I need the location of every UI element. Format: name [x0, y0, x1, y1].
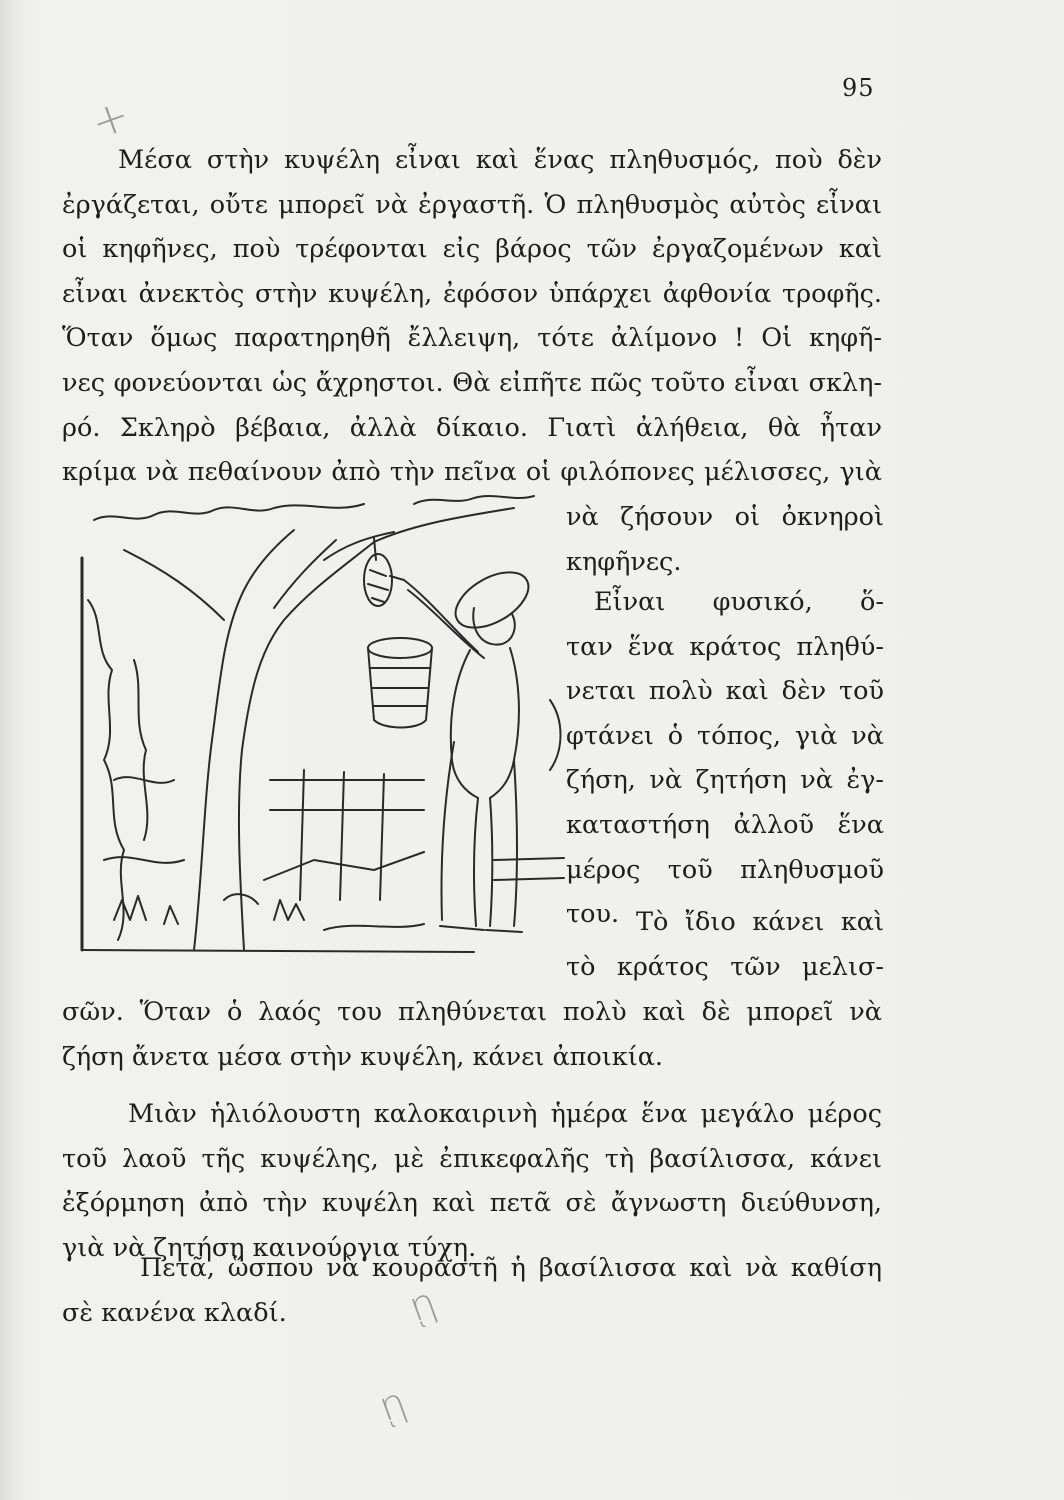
text-line: νεται πολὺ καὶ δὲν τοῦ — [566, 676, 884, 707]
text-line: Εἶναι φυσικό, ὅ- — [594, 587, 884, 617]
paragraph-5 — [62, 1246, 882, 1335]
pencil-mark-scribble: ῃ — [372, 1379, 413, 1431]
beekeeper-illustration — [74, 480, 566, 958]
pencil-mark-scribble: ῃ — [402, 1279, 443, 1331]
text-line: εἶναι ἀνεκτὸς στὴν κυψέλη, ἐφόσον ὑπάρχει ἀφθονία τροφῆς. — [62, 278, 882, 309]
text-line: ταν ἕνα κράτος πληθύ- — [566, 631, 884, 662]
text-line: γιὰ νὰ ζητήση καινούργια τύχη. — [62, 1232, 477, 1263]
text-line: φτάνει ὁ τόπος, γιὰ νὰ — [566, 720, 884, 751]
text-line: Τὸ ἴδιο κάνει καὶ — [636, 907, 884, 937]
paragraph-3-end — [62, 990, 882, 1079]
paragraph-4 — [62, 1092, 882, 1270]
text-line: ἐργάζεται, οὔτε μπορεῖ νὰ ἐργαστῆ. Ὁ πληθυσμὸς αὐτὸς εἶναι — [62, 189, 882, 220]
text-line: Ὅταν ὅμως παρατηρηθῆ ἔλλειψη, τότε ἀλίμονο ! Οἱ κηφῆ- — [62, 323, 882, 354]
text-line: ρό. Σκληρὸ βέβαια, ἀλλὰ δίκαιο. Γιατὶ ἀλήθεια, θὰ ἦταν — [62, 412, 882, 443]
text-line: κρίμα νὰ πεθαίνουν ἀπὸ τὴν πεῖνα οἱ φιλόπονες μέλισσες, γιὰ — [62, 457, 882, 488]
page-number: 95 — [842, 74, 875, 102]
text-line: ἐξόρμηση ἀπὸ τὴν κυψέλη καὶ πετᾶ σὲ ἄγνωστη διεύθυνση, — [62, 1188, 882, 1219]
text-line: σὲ κανένα κλαδί. — [62, 1297, 287, 1328]
paragraph-1 — [62, 138, 882, 495]
text-line: σῶν. Ὅταν ὁ λαός του πληθύνεται πολὺ καὶ δὲ μπορεῖ νὰ — [62, 997, 882, 1027]
paragraph-1-tail — [566, 495, 884, 584]
text-line: του. — [566, 899, 620, 930]
text-line: τὸ κράτος τῶν μελισ- — [566, 951, 884, 982]
text-line: νες φονεύονται ὡς ἄχρηστοι. Θὰ εἰπῆτε πῶς τοῦτο εἶναι σκλη- — [62, 367, 882, 398]
text-line: καταστήση ἀλλοῦ ἕνα — [566, 809, 884, 840]
paragraph-3-start — [566, 900, 884, 989]
text-line: ζήση, νὰ ζητήση νὰ ἐγ- — [566, 765, 884, 796]
text-line: μέρος τοῦ πληθυσμοῦ — [566, 854, 884, 885]
text-line: κηφῆνες. — [566, 546, 682, 577]
text-line: τοῦ λαοῦ τῆς κυψέλης, μὲ ἐπικεφαλῆς τὴ βασίλισσα, κάνει — [62, 1143, 882, 1174]
text-line: Μέσα στὴν κυψέλη εἶναι καὶ ἕνας πληθυσμός, ποὺ δὲν — [118, 145, 882, 175]
text-line: ζήση ἄνετα μέσα στὴν κυψέλη, κάνει ἀποικία. — [62, 1041, 664, 1072]
text-line: Πετᾶ, ὥσπου νὰ κουραστῆ ἡ βασίλισσα καὶ νὰ καθίση — [140, 1253, 882, 1283]
pencil-mark-cross: + — [84, 89, 137, 150]
text-line: Μιὰν ἡλιόλουστη καλοκαιρινὴ ἡμέρα ἕνα μεγάλο μέρος — [128, 1099, 882, 1129]
text-line: νὰ ζήσουν οἱ ὀκνηροὶ — [566, 502, 884, 532]
paragraph-2 — [566, 580, 884, 937]
text-line: οἱ κηφῆνες, ποὺ τρέφονται εἰς βάρος τῶν ἐργαζομένων καὶ — [62, 234, 882, 265]
